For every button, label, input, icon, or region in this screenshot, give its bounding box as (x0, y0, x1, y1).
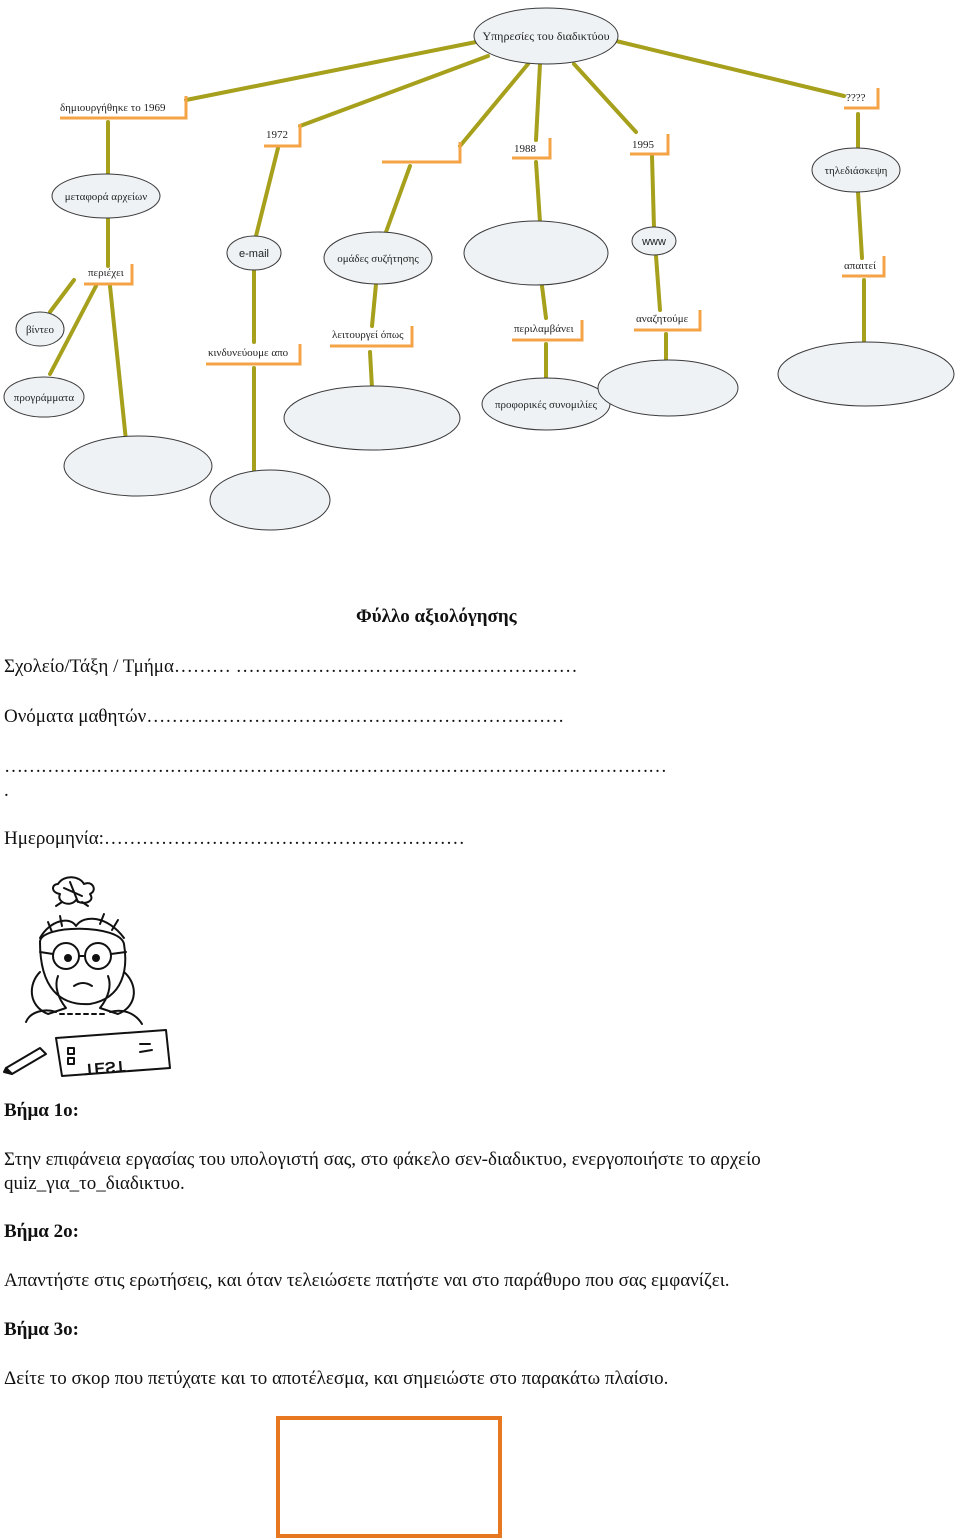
link-1995-label: 1995 (632, 139, 654, 151)
link-contains-label: περιέχει (88, 267, 124, 279)
link-works-like-label: λειτουργεί όπως (332, 329, 404, 341)
node-video (16, 312, 64, 346)
node-file-transfer (52, 174, 160, 218)
link-search (634, 310, 700, 330)
link-includes-label: περιλαμβάνει (514, 323, 574, 335)
step1-text: Στην επιφάνεια εργασίας του υπολογιστή σας, στο φάκελο σεν-διαδικτυο, ενεργοποιήστε το αρχείο (4, 1149, 761, 1170)
node-root-label: Υπηρεσίες του διαδικτύου (482, 29, 610, 43)
school-line: Σχολείο/Τάξη / Τμήμα……… ……………………………………………… (4, 656, 578, 677)
dots-line-end: . (4, 780, 9, 801)
node-file-transfer-label: μεταφορά αρχείων (64, 191, 148, 203)
names-line: Ονόματα μαθητών………………………………………………………… (4, 706, 565, 727)
link-1988 (512, 138, 550, 158)
link-risk-label: κινδυνεύουμε απο (208, 347, 289, 359)
node-teleconf (812, 148, 900, 192)
link-requires-label: απαιτεί (844, 260, 877, 272)
step1-title: Βήμα 1ο: (4, 1100, 79, 1121)
step2-title: Βήμα 2ο: (4, 1221, 79, 1242)
link-created-label: δημιουργήθηκε το 1969 (60, 102, 166, 114)
node-blank-f (210, 470, 330, 530)
concept-map (0, 0, 960, 540)
step3-text: Δείτε το σκορ που πετύχατε και το αποτέλεσμα, και σημειώστε στο παρακάτω πλαίσιο. (4, 1368, 669, 1389)
node-blank-b (284, 386, 460, 450)
node-programs-label: προγράμματα (13, 392, 75, 404)
link-contains (84, 264, 132, 284)
node-groups-label: ομάδες συζήτησης (337, 253, 419, 265)
link-unknown-label: ???? (846, 92, 866, 104)
node-blank-d (778, 342, 954, 406)
node-root (474, 8, 618, 64)
sheet-title: Φύλλο αξιολόγησης (356, 606, 517, 627)
link-1988-label: 1988 (514, 143, 536, 155)
node-programs (4, 377, 84, 417)
score-result-box[interactable] (276, 1416, 502, 1538)
student-test-illustration (0, 872, 180, 1077)
link-includes (512, 320, 582, 340)
step3-title: Βήμα 3ο: (4, 1319, 79, 1340)
link-1972-label: 1972 (266, 129, 288, 141)
node-www (632, 227, 676, 255)
link-1972 (264, 124, 300, 146)
node-teleconf-label: τηλεδιάσκεψη (824, 165, 888, 177)
node-chat (482, 378, 610, 430)
step1-filename: quiz_για_το_διαδικτυο. (4, 1173, 185, 1194)
link-1995 (630, 134, 668, 154)
link-risk (206, 344, 300, 364)
dots-line: ……………………………………………………………………………………………… (4, 756, 667, 777)
step2-text: Απαντήστε στις ερωτήσεις, και όταν τελειώσετε πατήστε ναι στο παράθυρο που σας εμφανίζει. (4, 1270, 730, 1291)
node-chat-label: προφορικές συνομιλίες (494, 399, 598, 411)
cartoon-test-label: TEST (83, 1056, 126, 1077)
node-www-label: www (642, 236, 666, 248)
link-search-label: αναζητούμε (636, 313, 689, 325)
date-line: Ημερομηνία:………………………………………………… (4, 828, 465, 849)
node-video-label: βίντεο (25, 324, 55, 336)
node-blank-c (598, 360, 738, 416)
node-blank-e (64, 436, 212, 496)
link-unknown (844, 88, 878, 108)
node-blank-a (464, 221, 608, 285)
node-email (227, 236, 281, 270)
node-groups (324, 232, 432, 284)
node-email-label: e-mail (239, 248, 269, 260)
link-blank (382, 142, 460, 162)
link-created (60, 96, 186, 118)
link-works-like (330, 326, 412, 346)
